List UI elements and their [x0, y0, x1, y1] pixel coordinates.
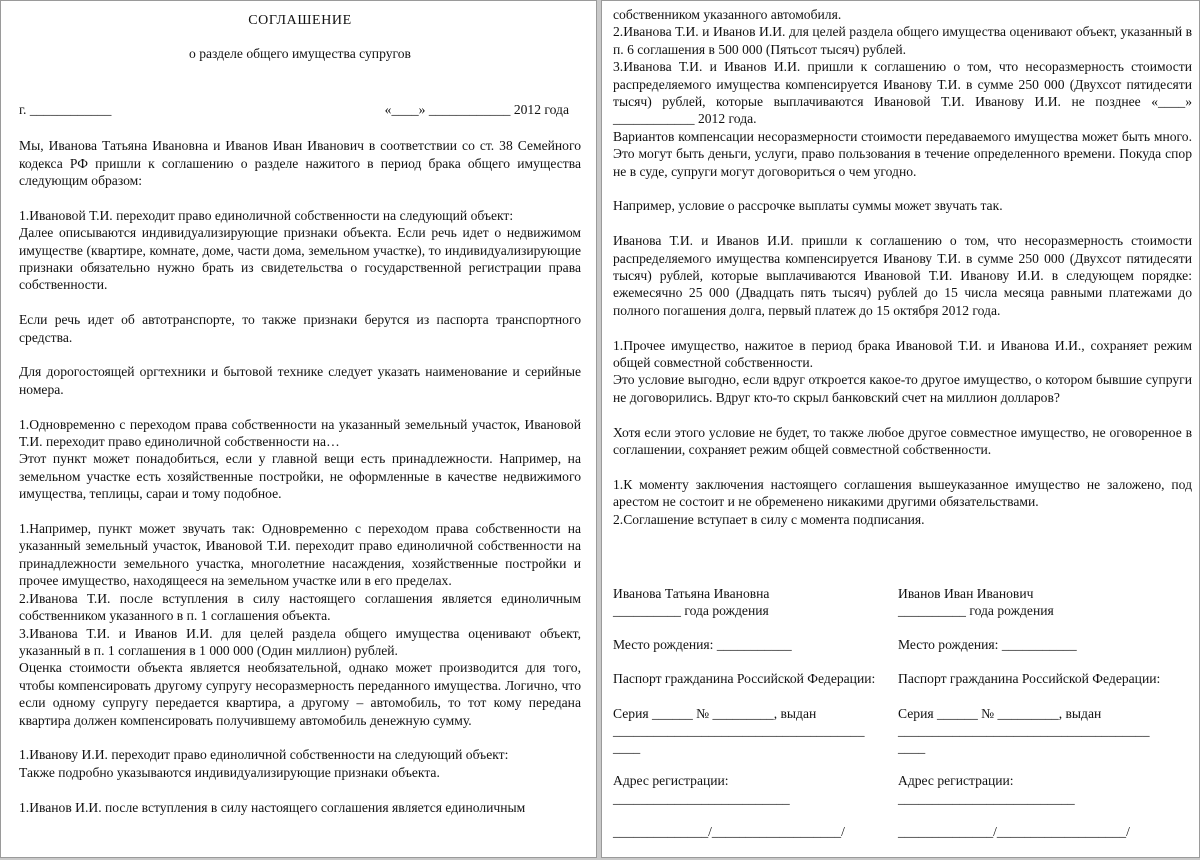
paragraph-spacer [19, 729, 581, 746]
passport-label: Паспорт гражданина Российской Федерации: [613, 671, 876, 686]
signer-name: Иванова Татьяна Ивановна [613, 586, 770, 601]
paragraph-spacer [613, 319, 1192, 336]
issued-by-line: _____________________________________ [898, 723, 1150, 738]
paragraph: 2.Иванова Т.И. и Иванов И.И. для целей раздела общего имущества оценивают объект, указанный в п. 6 соглашения в 500 000 (Пятьсот тысяч) рублей. [613, 24, 1192, 57]
passport-label: Паспорт гражданина Российской Федерации: [898, 671, 1161, 686]
paragraph: 1.Одновременно с переходом права собственности на указанный земельный участок, Ивановой Т.И. переходит право единоличной собственности на… [19, 416, 581, 450]
paragraph: Также подробно указываются индивидуализирующие признаки объекта. [19, 764, 440, 780]
paragraph: Хотя если этого условие не будет, то также любое другое совместное имущество, не оговоренное в соглашении, сохраняет режим общей совместной собственности. [613, 424, 1192, 458]
document-page-left [0, 0, 597, 858]
paragraph: 3.Иванова Т.И. и Иванов И.И. пришли к соглашению о том, что несоразмерность стоимости распределяемого имущества компенсируется Иванову Т.И. в сумме 250 000 (Двухсот пятидесяти тысяч) рублей, которые выплачиваются Ивановой Т.И. Иванову И.И. не позднее «____» ____________ 2012 года. [613, 59, 1192, 127]
paragraph: Мы, Иванова Татьяна Ивановна и Иванов Иван Иванович в соответствии со ст. 38 Семейного кодекса РФ пришли к соглашению о разделе нажитого в период брака общего имущества следующим образом: [19, 138, 581, 189]
passport-series-field: Серия ______ № _________, выдан [898, 706, 1102, 721]
paragraph: 1.Ивановой Т.И. переходит право единоличной собственности на следующий объект: [19, 207, 514, 223]
document-page-right [601, 0, 1200, 858]
paragraph: Это условие выгодно, если вдруг откроется какое-то другое имущество, о котором бывшие супруги не договорились. Вдруг кто-то скрыл банковский счет на миллион долларов? [613, 372, 1192, 405]
date-field: «____» ____________ 2012 года [384, 101, 569, 117]
paragraph-spacer [19, 189, 581, 206]
paragraph: Иванова Т.И. и Иванов И.И. пришли к соглашению о том, что несоразмерность стоимости распределяемого имущества компенсируется Иванову Т.И. в сумме 250 000 (Двухсот пятидесяти тысяч) рублей, которые выплачиваются Ивановой Т.И. Иванову И.И. в следующем порядке: ежемесячно 25 000 (Двадцать пять тысяч) рублей до 15 числа месяца равными платежами до полного погашения долга, первый платеж до 15 октября 2012 года. [613, 233, 1192, 318]
place-date-line [19, 101, 581, 118]
right-page-content [613, 6, 1192, 528]
paragraph: Оценка стоимости объекта является необязательной, однако может производится для того, чтобы компенсировать другому супругу несоразмерность переданного имущества. Логично, что если одному супругу передается квартира, а другому – автомобиль, то тот кому передана квартира должен компенсировать получившему автомобиль денежную сумму. [19, 660, 581, 728]
address-line: __________________________ [613, 791, 790, 806]
document-subtitle: о разделе общего имущества супругов [189, 46, 411, 62]
paragraph: Например, условие о рассрочке выплаты суммы может звучать так. [613, 198, 1003, 214]
address-line: __________________________ [898, 791, 1075, 806]
issued-by-tail: ____ [613, 740, 641, 755]
paragraph: 2.Соглашение вступает в силу с момента подписания. [613, 511, 925, 527]
signature-line: ______________/___________________/ [613, 824, 845, 839]
paragraph: Этот пункт может понадобиться, если у главной вещи есть принадлежности. Например, на земельном участке есть хозяйственные постройки, не оформленные в качестве недвижимого имущества, теплицы, сараи и тому подобное. [19, 451, 581, 502]
paragraph-spacer [613, 215, 1192, 232]
paragraph: 1.Например, пункт может звучать так: Одновременно с переходом права собственности на указанный земельный участок, Ивановой Т.И. переходит право единоличной собственности на принадлежности земельного участка, многолетние насаждения, хозяйственные постройки и прочее имущество, находящееся на земельном участке или в его пределах. [19, 521, 581, 589]
left-page-content [19, 10, 581, 816]
document-title: СОГЛАШЕНИЕ [248, 13, 352, 28]
paragraph-spacer [19, 503, 581, 520]
birth-year-field: __________ года рождения [898, 603, 1054, 618]
paragraph: Вариантов компенсации несоразмерности стоимости передаваемого имущества может быть много. Это могут быть деньги, услуги, право пользования в течение определенного времени. Покуда спор не в суде, супруги могут договориться о чем угодно. [613, 128, 1192, 179]
paragraph-spacer [613, 459, 1192, 476]
place-field: г. ____________ [19, 101, 112, 117]
birth-year-field: __________ года рождения [613, 603, 769, 618]
signer-name: Иванов Иван Иванович [898, 586, 1034, 601]
paragraph-spacer [613, 180, 1192, 197]
paragraph: 2.Иванова Т.И. после вступления в силу настоящего соглашения является единоличным собственником указанного в п. 1 соглашения объекта. [19, 590, 581, 624]
passport-series-field: Серия ______ № _________, выдан [613, 706, 817, 721]
paragraph: 1.К моменту заключения настоящего соглашения вышеуказанное имущество не заложено, под арестом не состоит и не обременено никакими другими обязательствами. [613, 476, 1192, 510]
paragraph-spacer [19, 294, 581, 311]
birthplace-field: Место рождения: ___________ [613, 637, 792, 652]
paragraph-spacer [19, 398, 581, 415]
left-paragraphs [19, 137, 581, 816]
paragraph-spacer [613, 406, 1192, 423]
paragraph: 1.Прочее имущество, нажитое в период брака Ивановой Т.И. и Иванова И.И., сохраняет режим общей совместной собственности. [613, 337, 1192, 371]
paragraph-spacer [19, 346, 581, 363]
paragraph: Далее описываются индивидуализирующие признаки объекта. Если речь идет о недвижимом имуществе (квартире, комнате, доме, части дома, земельном участке), то индивидуализирующие признаки обязательно нужно брать из свидетельства о государственной регистрации права собственности. [19, 225, 581, 293]
paragraph: собственником указанного автомобиля. [613, 7, 842, 22]
paragraph: 3.Иванова Т.И. и Иванов И.И. для целей раздела общего имущества оценивают объект, указанный в п. 1 соглашения в 1 000 000 (Один миллион) рублей. [19, 625, 581, 658]
paragraph: 1.Иванов И.И. после вступления в силу настоящего соглашения является единоличным [19, 799, 526, 815]
address-label: Адрес регистрации: [898, 773, 1014, 788]
issued-by-tail: ____ [898, 740, 926, 755]
signature-line: ______________/___________________/ [898, 824, 1130, 839]
paragraph: Если речь идет об автотранспорте, то также признаки берутся из паспорта транспортного средства. [19, 312, 581, 345]
issued-by-line: _____________________________________ [613, 723, 865, 738]
birthplace-field: Место рождения: ___________ [898, 637, 1077, 652]
paragraph: Для дорогостоящей оргтехники и бытовой технике следует указать наименование и серийные номера. [19, 364, 581, 397]
address-label: Адрес регистрации: [613, 773, 729, 788]
paragraph: 1.Иванову И.И. переходит право единоличной собственности на следующий объект: [19, 747, 509, 763]
right-paragraphs [613, 6, 1192, 528]
paragraph-spacer [19, 781, 581, 798]
